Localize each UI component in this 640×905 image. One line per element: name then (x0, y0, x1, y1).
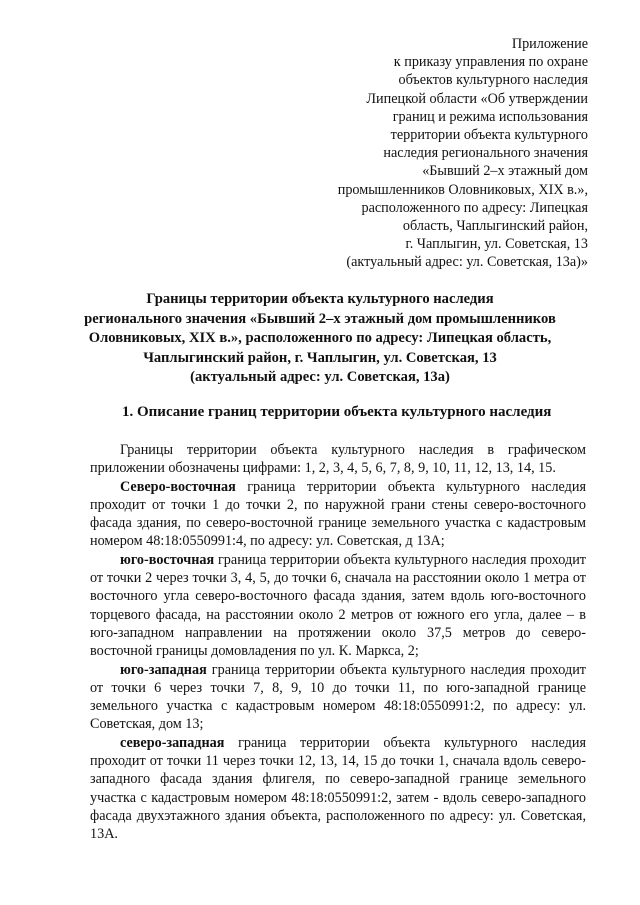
boundary-text: граница территории объекта культурного наследия проходит от точки 1 до точки 2, по наружной грани стены северо-восточного фасада здания, по северо-восточной границе земельного участка с кадастровым номером 48:18:0550991:4, по адресу: ул. Советская, д 13А; (90, 478, 586, 550)
boundary-label: юго-восточная (120, 551, 215, 568)
title-line: регионального значения «Бывший 2–х этажный дом промышленников (84, 310, 556, 327)
appendix-line: Липецкой области «Об утверждении (366, 90, 588, 107)
appendix-line: «Бывший 2–х этажный дом (422, 163, 588, 180)
boundary-paragraph (90, 734, 586, 844)
boundary-paragraph (90, 661, 586, 734)
appendix-line: объектов культурного наследия (398, 72, 588, 89)
appendix-line: расположенного по адресу: Липецкая (361, 199, 588, 216)
appendix-line: территории объекта культурного (390, 127, 588, 144)
appendix-line: к приказу управления по охране (393, 54, 588, 71)
boundary-text: граница территории объекта культурного наследия проходит от точки 11 через точки 12, 13, 14, 15 до точки 1, сначала вдоль северо-западного фасада здания флигеля, по северо-западной границе земельного участка с кадастровым номером 48:18:0550991:2, затем - вдоль северо-западного фасада двухэтажного здания объекта, расположенного по адресу: ул. Советская, 13А. (90, 734, 586, 843)
boundary-description (90, 441, 586, 844)
boundary-label: Северо-восточная (120, 478, 236, 495)
boundary-text: граница территории объекта культурного наследия проходит от точки 6 через точки 7, 8, 9, 10 до точки 11, по юго-западной границе земельного участка с кадастровым номером 48:18:0550991:2, по адресу: ул. Советская, дом 13; (90, 661, 586, 733)
appendix-line: границ и режима использования (392, 108, 588, 125)
boundary-paragraph (90, 478, 586, 551)
boundary-text: граница территории объекта культурного наследия проходит от точки 2 через точки 3, 4, 5, до точки 6, сначала на расстоянии около 1 метра от восточного угла северо-восточного фасада здания, затем вдоль юго-восточного торцевого фасада, на расстоянии около 2 метров от южного его угла, далее – в юго-западном направлении на протяжении около 37,5 метров до северо-восточной границы домовладения по ул. К. Маркса, 2; (90, 551, 586, 660)
section-heading: 1. Описание границ территории объекта культурного наследия (122, 404, 552, 420)
boundary-paragraph (90, 551, 586, 661)
appendix-line: промышленников Оловниковых, XIX в.», (337, 181, 588, 198)
intro-paragraph: Границы территории объекта культурного наследия в графическом приложении обозначены цифрами: 1, 2, 3, 4, 5, 6, 7, 8, 9, 10, 11, 12, 13, 14, 15. (90, 442, 586, 477)
title-line: Чаплыгинский район, г. Чаплыгин, ул. Советская, 13 (143, 349, 497, 366)
boundary-label: северо-западная (120, 734, 225, 751)
document-title (60, 290, 580, 388)
appendix-line: Приложение (511, 36, 588, 52)
appendix-line: наследия регионального значения (383, 145, 588, 162)
appendix-line: г. Чаплыгин, ул. Советская, 13 (405, 236, 588, 253)
title-line: Границы территории объекта культурного наследия (146, 291, 494, 307)
title-line: Оловниковых, XIX в.», расположенного по адресу: Липецкая область, (88, 330, 552, 346)
appendix-line: (актуальный адрес: ул. Советская, 13а)» (346, 254, 588, 271)
boundary-label: юго-западная (120, 661, 207, 678)
title-line: (актуальный адрес: ул. Советская, 13а) (190, 369, 450, 385)
appendix-line: область, Чаплыгинский район, (402, 218, 588, 235)
appendix-header (268, 35, 588, 272)
